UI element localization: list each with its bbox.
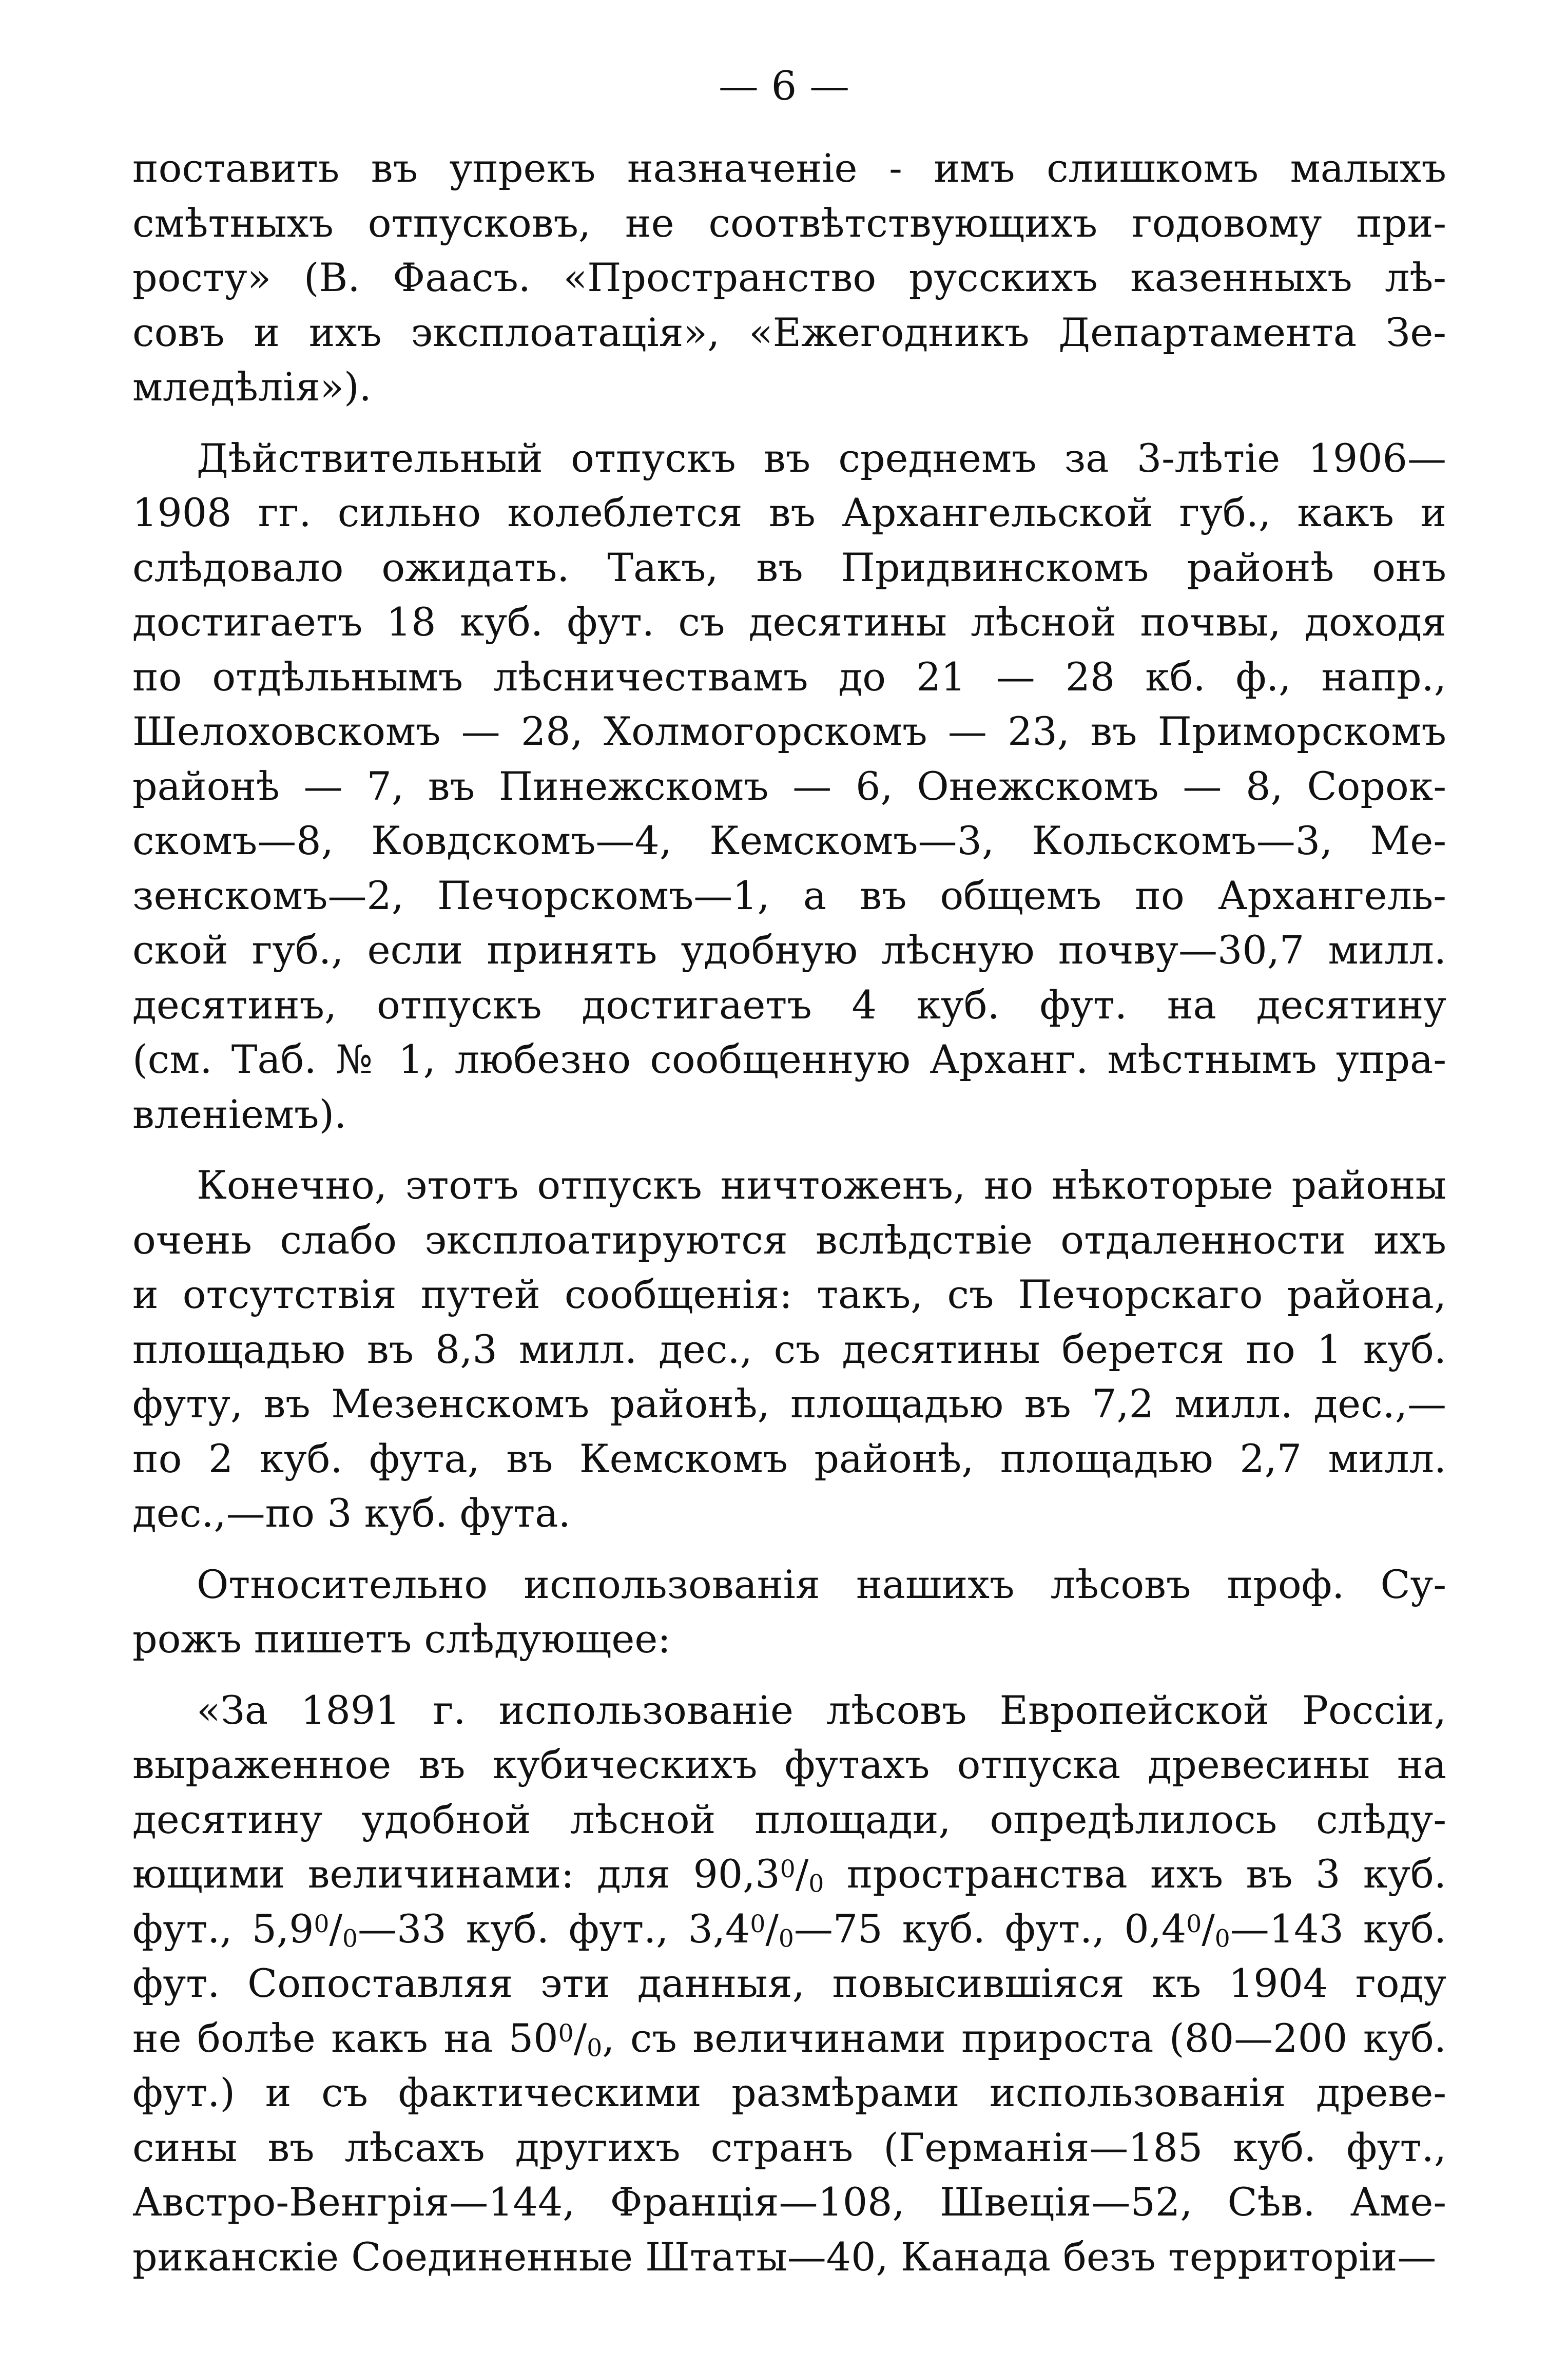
text-line: слѣдовало ожидать. Такъ, въ Придвинскомъ районѣ онъ (132, 544, 1446, 590)
text-line: районѣ — 7, въ Пинежскомъ — 6, Онежскомъ — 8, Сорок- (132, 763, 1446, 809)
text-line: десятинъ, отпускъ достигаетъ 4 куб. фут. на десятину (132, 981, 1446, 1028)
text-line: риканскіе Соединенные Штаты—40, Канада безъ территоріи— (132, 2233, 1437, 2280)
text-line: «За 1891 г. использованіе лѣсовъ Европейской Россіи, (197, 1687, 1446, 1733)
text-line: по 2 куб. фута, въ Кемскомъ районѣ, площадью 2,7 милл. (132, 1435, 1446, 1481)
paragraph (132, 141, 1446, 415)
text-line: вленіемъ). (132, 1091, 347, 1137)
text-line: мледѣлія»). (132, 364, 372, 410)
text-line: достигаетъ 18 куб. фут. съ десятины лѣсной почвы, доходя (132, 599, 1446, 645)
paragraph (132, 431, 1446, 1142)
paragraph (132, 1557, 1446, 1667)
text-line: Относительно использованія нашихъ лѣсовъ проф. Су- (197, 1561, 1446, 1607)
text-line: поставить въ упрекъ назначеніе - имъ слишкомъ малыхъ (132, 145, 1446, 191)
text-line: и отсутствія путей сообщенія: такъ, съ Печорскаго района, (132, 1272, 1446, 1317)
text-line: по отдѣльнымъ лѣсничествамъ до 21 — 28 кб. ф., напр., (132, 653, 1446, 700)
text-line: десятину удобной лѣсной площади, опредѣлилось слѣду- (132, 1796, 1446, 1842)
text-line: не болѣе какъ на $50^0/_0$, съ величинами прироста (80—200 куб. (132, 2015, 1446, 2062)
text-line: зенскомъ—2, Печорскомъ—1, а въ общемъ по Архангель- (132, 872, 1446, 918)
text-line: Шелоховскомъ — 28, Холмогорскомъ — 23, въ Приморскомъ (132, 708, 1446, 754)
text-line: росту» (В. Фаасъ. «Пространство русскихъ казенныхъ лѣ- (132, 255, 1446, 300)
text-line: рожъ пишетъ слѣдующее: (132, 1616, 671, 1662)
text-line: совъ и ихъ эксплоатація», «Ежегодникъ Департамента Зе- (132, 309, 1446, 355)
text-line: Дѣйствительный отпускъ въ среднемъ за 3-лѣтіе 1906— (197, 435, 1446, 481)
text-line: ской губ., если принять удобную лѣсную почву—30,7 милл. (132, 927, 1446, 973)
text-line: ющими величинами: для $90,3^0/_0$ пространства ихъ въ 3 куб. (132, 1851, 1446, 1898)
text-line: скомъ—8, Ковдскомъ—4, Кемскомъ—3, Кольскомъ—3, Ме- (132, 818, 1446, 863)
text-line: выраженное въ кубическихъ футахъ отпуска древесины на (132, 1742, 1446, 1787)
text-line: фут. Сопоставляя эти данныя, повысившіяся къ 1904 году (132, 1960, 1446, 2006)
text-line: фут., $5,9^0/_0—33$ куб. фут., $3,4^0/_0—75$ куб. фут., $0,4^0/_0—143$ куб. (132, 1905, 1446, 1953)
text-line: фут.) и съ фактическими размѣрами использованія древе- (132, 2070, 1446, 2115)
text-line: очень слабо эксплоатируются вслѣдствіе отдаленности ихъ (132, 1217, 1446, 1263)
text-line: площадью въ 8,3 милл. дес., съ десятины берется по 1 куб. (132, 1326, 1446, 1372)
paragraph (132, 1158, 1446, 1541)
text-line: (см. Таб. № 1, любезно сообщенную Арханг. мѣстнымъ упра- (132, 1036, 1446, 1082)
text-line: сины въ лѣсахъ другихъ странъ (Германія—185 куб. фут., (132, 2124, 1446, 2170)
text-line: дес.,—по 3 куб. фута. (132, 1490, 571, 1536)
text-line: смѣтныхъ отпусковъ, не соотвѣтствующихъ годовому при- (132, 200, 1446, 246)
text-line: футу, въ Мезенскомъ районѣ, площадью въ 7,2 милл. дес.,— (132, 1381, 1446, 1427)
text-line: Австро-Венгрія—144, Франція—108, Швеція—52, Сѣв. Аме- (132, 2179, 1446, 2225)
text-line: 1908 гг. сильно колеблется въ Архангельской губ., какъ и (132, 490, 1446, 535)
body-text (132, 141, 1446, 2284)
text-line: Конечно, этотъ отпускъ ничтоженъ, но нѣкоторые районы (197, 1162, 1446, 1208)
page-number: — 6 — (718, 63, 850, 109)
paragraph (132, 1683, 1446, 2285)
